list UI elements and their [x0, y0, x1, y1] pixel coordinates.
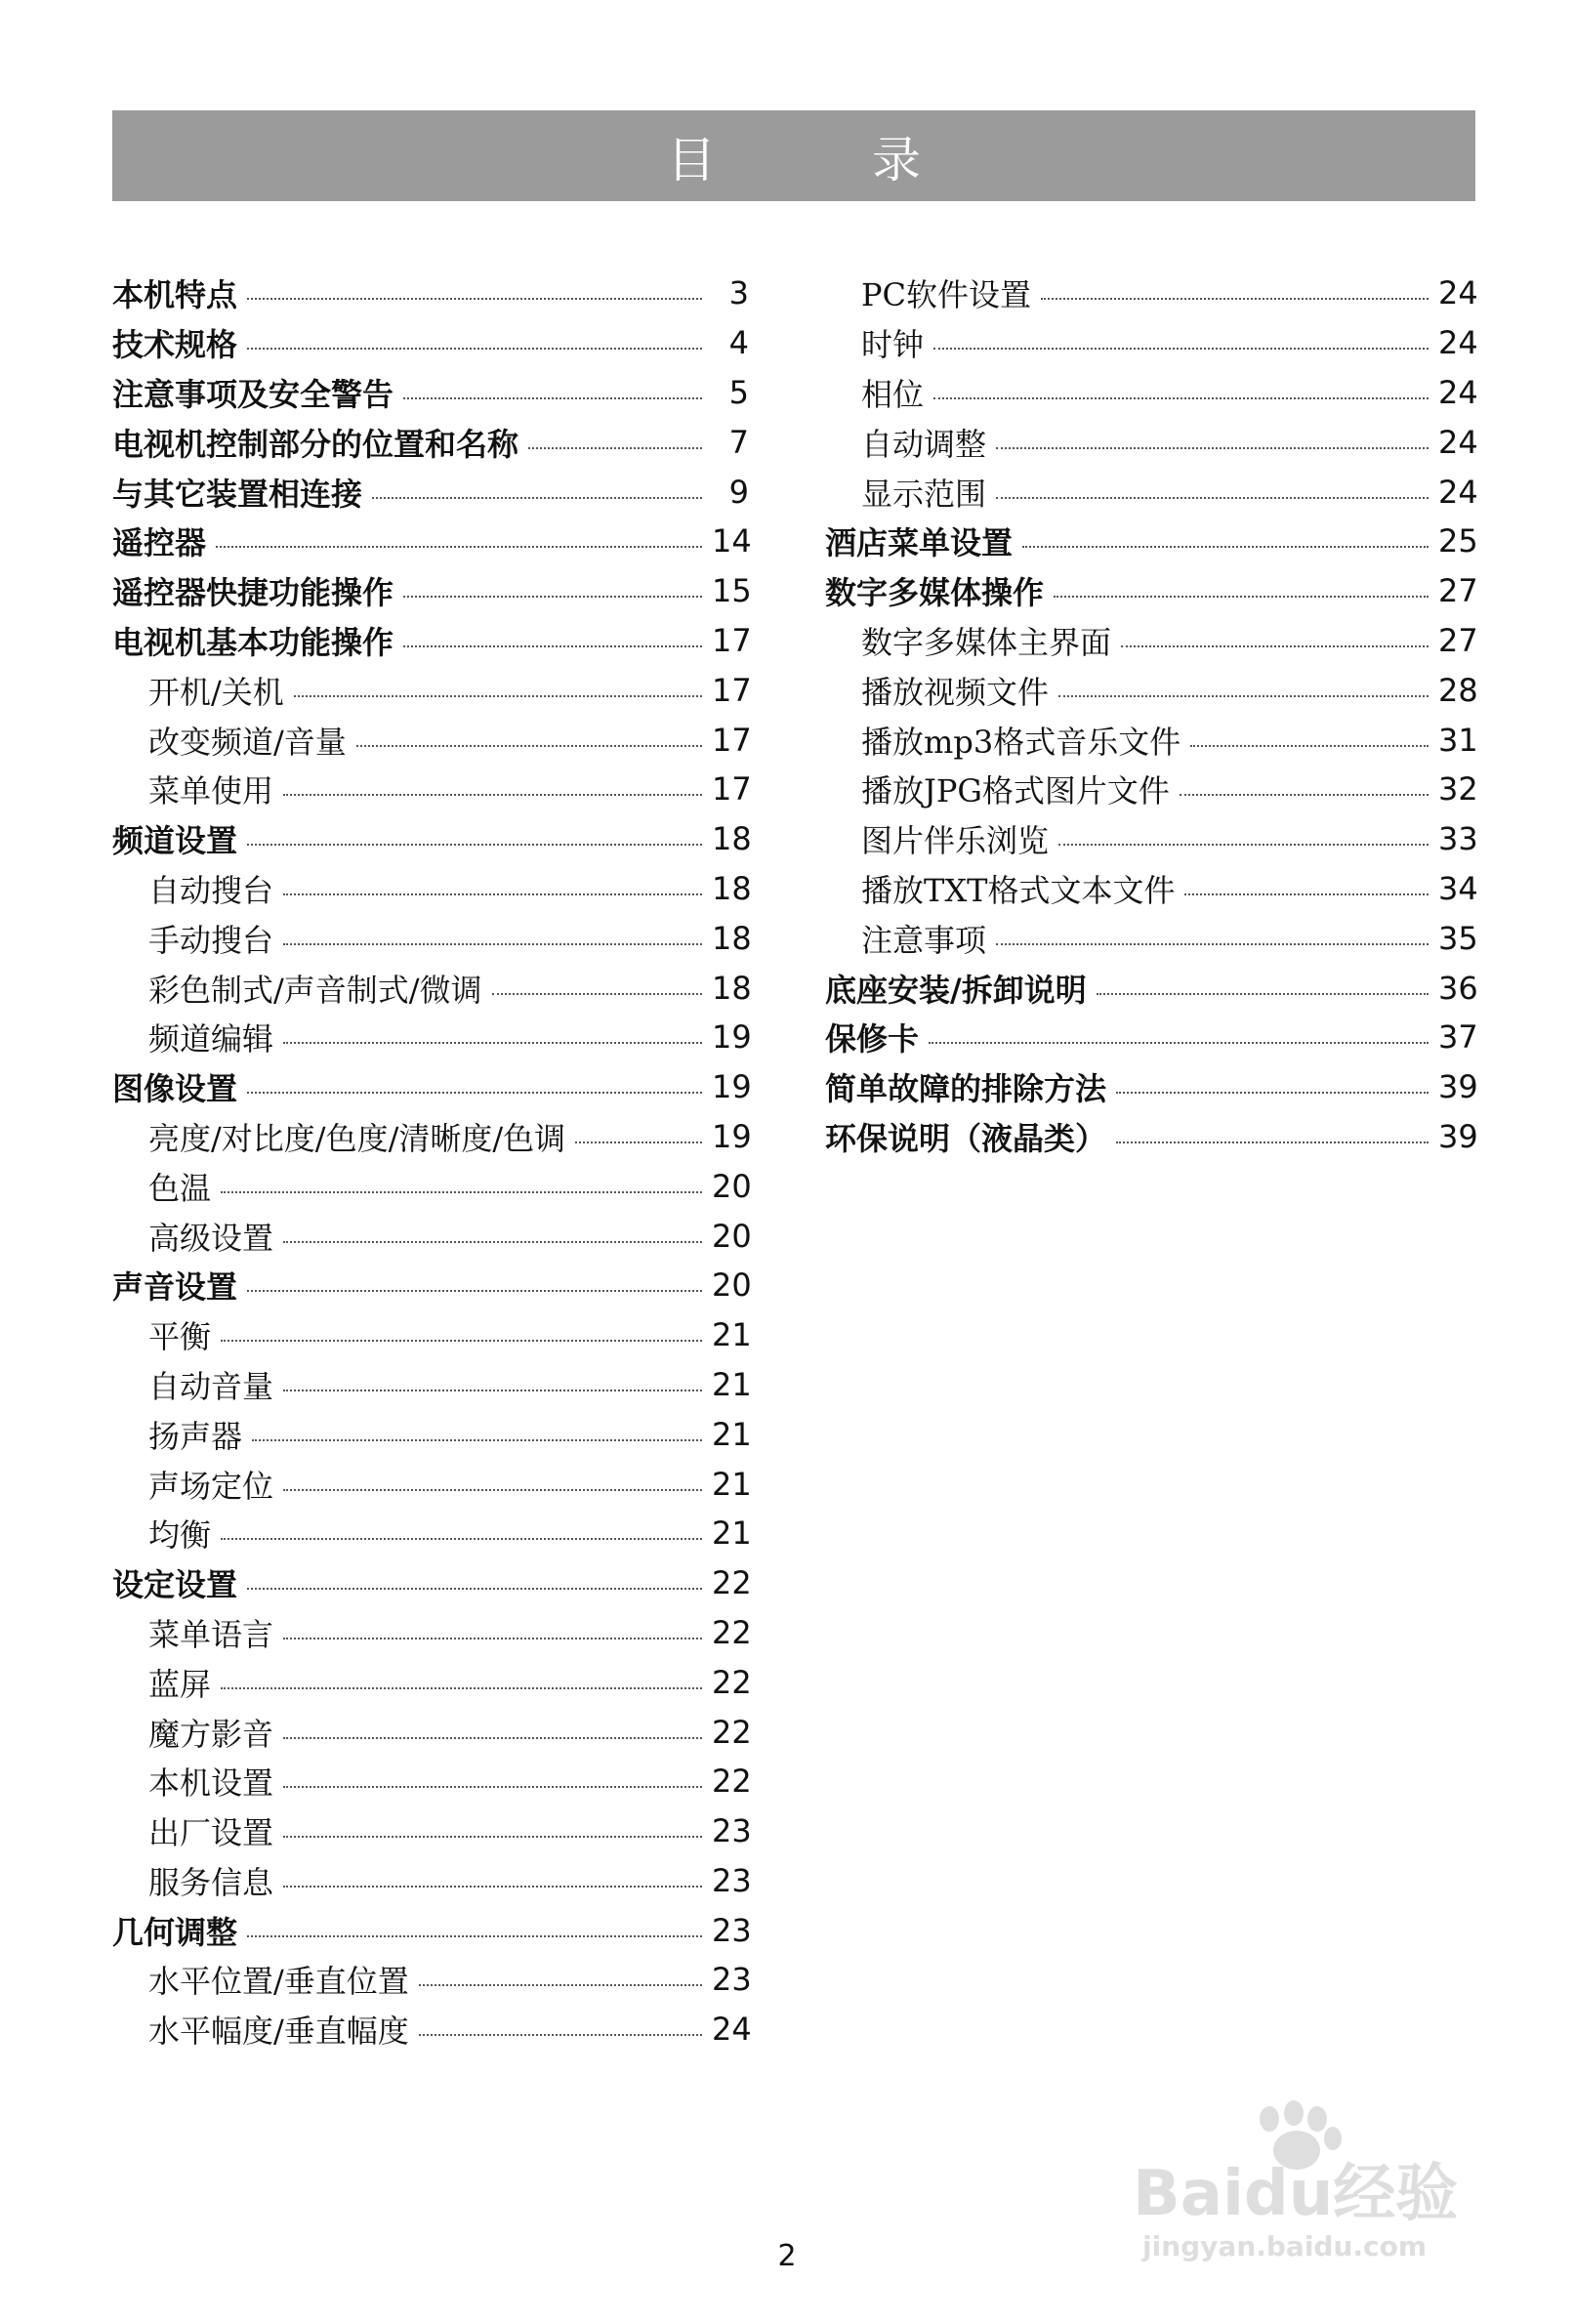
toc-entry-page: 28 [1438, 671, 1478, 709]
dot-leader [933, 397, 1429, 399]
toc-entry[interactable] [112, 1657, 752, 1707]
toc-entry-page: 4 [728, 324, 749, 362]
toc-entry-label: 电视机基本功能操作 [112, 623, 394, 661]
toc-entry-page: 27 [1438, 572, 1478, 610]
dot-leader [929, 1042, 1429, 1044]
toc-entry-label: 显示范围 [861, 475, 987, 513]
toc-entry-label: 蓝屏 [148, 1665, 212, 1703]
toc-entry[interactable] [112, 1409, 752, 1459]
dot-leader [403, 397, 702, 399]
toc-entry-label: 开机/关机 [148, 673, 284, 711]
toc-entry-label: 手动搜台 [148, 921, 274, 959]
toc-entry-page: 18 [712, 919, 752, 957]
toc-entry[interactable] [825, 765, 1478, 814]
toc-entry-label: 水平幅度/垂直幅度 [148, 2013, 409, 2051]
toc-entry[interactable] [825, 467, 1478, 517]
dot-leader [247, 298, 702, 300]
dot-leader [372, 497, 702, 499]
toc-entry[interactable] [112, 318, 749, 368]
toc-entry-label: 播放JPG格式图片文件 [861, 772, 1170, 810]
dot-leader [247, 1290, 702, 1292]
toc-title: 目 录 [667, 131, 991, 188]
toc-entry[interactable] [825, 616, 1478, 666]
toc-entry-page: 18 [712, 820, 752, 858]
toc-entry-label: 出厂设置 [148, 1814, 274, 1852]
toc-entry-page: 21 [712, 1316, 752, 1354]
dot-leader [1116, 1141, 1429, 1143]
dot-leader [1041, 298, 1429, 300]
dot-leader [283, 1886, 702, 1888]
watermark-brand: Baidu经验 [1133, 2158, 1459, 2230]
toc-entry[interactable] [825, 269, 1478, 318]
dot-leader [1054, 596, 1429, 598]
toc-entry[interactable] [112, 566, 752, 616]
toc-entry[interactable] [112, 1806, 752, 1856]
toc-entry[interactable] [825, 566, 1478, 616]
toc-entry-label: 高级设置 [148, 1219, 274, 1257]
dot-leader [283, 1638, 702, 1639]
dot-leader [528, 447, 702, 449]
toc-entry-page: 21 [712, 1515, 752, 1553]
toc-entry-label: 图片伴乐浏览 [861, 822, 1050, 860]
dot-leader [575, 1141, 702, 1143]
dot-leader [221, 1687, 702, 1689]
toc-entry-page: 32 [1438, 770, 1478, 809]
toc-entry-label: 设定设置 [112, 1566, 238, 1604]
page-number: 2 [777, 2239, 797, 2273]
toc-entry-page: 37 [1438, 1018, 1478, 1057]
dot-leader [1116, 1092, 1429, 1094]
toc-entry[interactable] [112, 1707, 752, 1757]
toc-entry-page: 20 [712, 1266, 752, 1305]
toc-entry-label: 自动搜台 [148, 871, 274, 909]
toc-entry-label: 声音设置 [112, 1268, 238, 1307]
toc-entry[interactable] [825, 864, 1478, 914]
toc-entry-page: 21 [712, 1365, 752, 1403]
toc-entry-page: 23 [712, 1812, 752, 1850]
toc-entry[interactable] [112, 963, 752, 1013]
toc-entry-label: 时钟 [861, 326, 925, 364]
toc-entry[interactable] [112, 1509, 752, 1558]
dot-leader [247, 844, 702, 846]
toc-entry[interactable] [112, 1955, 752, 2005]
toc-entry-label: 魔方影音 [148, 1715, 274, 1753]
baidu-jingyan-watermark [1123, 2099, 1494, 2265]
toc-entry[interactable] [112, 715, 752, 765]
dot-leader [1190, 745, 1429, 747]
toc-entry[interactable] [112, 1558, 752, 1608]
toc-entry-page: 31 [1438, 721, 1478, 759]
toc-entry-label: PC软件设置 [861, 276, 1032, 314]
toc-entry-page: 24 [1438, 324, 1478, 362]
toc-entry-label: 底座安装/拆卸说明 [825, 971, 1087, 1009]
dot-leader [996, 943, 1429, 945]
toc-entry-page: 24 [1438, 373, 1478, 411]
dot-leader [419, 2034, 702, 2036]
toc-entry-page: 5 [728, 373, 749, 411]
toc-entry-page: 25 [1438, 522, 1478, 560]
toc-entry[interactable] [112, 665, 752, 715]
toc-entry[interactable] [112, 864, 752, 914]
toc-entry-page: 17 [712, 621, 752, 659]
toc-header-bar [112, 110, 1475, 201]
toc-entry-label: 平衡 [148, 1318, 212, 1356]
toc-entry-page: 19 [712, 1068, 752, 1106]
dot-leader [221, 1340, 702, 1342]
toc-entry-label: 自动音量 [148, 1367, 274, 1405]
dot-leader [1184, 893, 1429, 895]
toc-entry-page: 9 [728, 473, 749, 511]
toc-entry[interactable] [825, 1013, 1478, 1062]
dot-leader [283, 1737, 702, 1739]
toc-entry[interactable] [825, 963, 1478, 1013]
toc-entry[interactable] [112, 1757, 752, 1806]
dot-leader [1097, 993, 1429, 995]
toc-entry-page: 17 [712, 671, 752, 709]
dot-leader [1180, 794, 1429, 796]
dot-leader [283, 794, 702, 796]
dot-leader [356, 745, 702, 747]
toc-entry[interactable] [825, 517, 1478, 566]
toc-entry-page: 39 [1438, 1068, 1478, 1106]
dot-leader [247, 348, 702, 350]
toc-entry-page: 22 [712, 1713, 752, 1751]
toc-entry[interactable] [825, 913, 1478, 963]
toc-entry-label: 水平位置/垂直位置 [148, 1963, 409, 2001]
dot-leader [1121, 645, 1429, 647]
toc-entry-page: 19 [712, 1018, 752, 1057]
toc-entry-page: 20 [712, 1217, 752, 1255]
dot-leader [492, 993, 702, 995]
toc-entry-label: 简单故障的排除方法 [825, 1070, 1107, 1108]
dot-leader [283, 1390, 702, 1391]
toc-entry[interactable] [112, 1161, 752, 1211]
toc-entry-page: 36 [1438, 969, 1478, 1007]
dot-leader [283, 1042, 702, 1044]
dot-leader [283, 1241, 702, 1243]
toc-entry-page: 14 [712, 522, 752, 560]
toc-entry-label: 服务信息 [148, 1863, 274, 1901]
dot-leader [933, 348, 1429, 350]
toc-entry-label: 播放mp3格式音乐文件 [861, 723, 1181, 761]
dot-leader [1058, 695, 1429, 697]
toc-entry-page: 3 [728, 274, 749, 312]
dot-leader [247, 1588, 702, 1590]
dot-leader [283, 1786, 702, 1788]
toc-entry-label: 几何调整 [112, 1913, 238, 1951]
toc-entry-label: 本机特点 [112, 276, 238, 314]
toc-entry-page: 7 [728, 423, 749, 461]
dot-leader [1022, 546, 1429, 548]
toc-entry[interactable] [112, 1013, 752, 1062]
toc-entry-label: 保修卡 [825, 1020, 920, 1058]
toc-entry[interactable] [112, 1459, 752, 1509]
toc-entry[interactable] [112, 1608, 752, 1658]
dot-leader [996, 497, 1429, 499]
toc-entry-label: 技术规格 [112, 326, 238, 364]
toc-entry-label: 菜单语言 [148, 1615, 274, 1653]
toc-entry-label: 酒店菜单设置 [825, 524, 1014, 562]
toc-entry[interactable] [825, 715, 1478, 765]
toc-entry-label: 注意事项及安全警告 [112, 375, 394, 413]
toc-entry-page: 18 [712, 869, 752, 907]
toc-entry[interactable] [112, 368, 749, 418]
toc-entry-page: 18 [712, 969, 752, 1007]
dot-leader [221, 1191, 702, 1193]
dot-leader [247, 1935, 702, 1937]
toc-entry-label: 亮度/对比度/色度/清晰度/色调 [148, 1119, 566, 1157]
dot-leader [283, 1489, 702, 1491]
toc-entry-page: 22 [712, 1613, 752, 1651]
toc-entry-page: 22 [712, 1663, 752, 1701]
toc-entry-page: 39 [1438, 1117, 1478, 1155]
toc-left-column [112, 269, 752, 2054]
toc-entry[interactable] [825, 665, 1478, 715]
dot-leader [283, 943, 702, 945]
toc-entry[interactable] [825, 1112, 1478, 1162]
toc-entry-page: 35 [1438, 919, 1478, 957]
toc-entry-label: 菜单使用 [148, 772, 274, 810]
toc-entry-page: 20 [712, 1167, 752, 1205]
toc-entry-label: 播放TXT格式文本文件 [861, 871, 1176, 909]
dot-leader [403, 645, 702, 647]
toc-entry[interactable] [112, 913, 752, 963]
toc-entry[interactable] [112, 517, 752, 566]
toc-entry-label: 图像设置 [112, 1070, 238, 1108]
toc-entry-label: 色温 [148, 1169, 212, 1207]
toc-entry-label: 遥控器 [112, 524, 207, 562]
toc-entry-label: 扬声器 [148, 1417, 243, 1455]
toc-entry[interactable] [112, 467, 749, 517]
dot-leader [996, 447, 1429, 449]
toc-entry-page: 23 [712, 1961, 752, 1999]
toc-entry-page: 24 [1438, 473, 1478, 511]
toc-entry-label: 彩色制式/声音制式/微调 [148, 971, 482, 1009]
toc-entry[interactable] [825, 814, 1478, 864]
toc-entry-page: 24 [1438, 423, 1478, 461]
toc-entry-page: 21 [712, 1465, 752, 1503]
toc-entry-label: 电视机控制部分的位置和名称 [112, 425, 519, 463]
toc-entry[interactable] [112, 1310, 752, 1360]
toc-entry[interactable] [112, 765, 752, 814]
dot-leader [221, 1538, 702, 1540]
toc-entry-label: 与其它装置相连接 [112, 475, 363, 513]
watermark-url: jingyan.baidu.com [1142, 2230, 1428, 2262]
dot-leader [216, 546, 702, 548]
toc-entry-label: 数字多媒体操作 [825, 574, 1045, 612]
toc-entry[interactable] [112, 1360, 752, 1410]
toc-entry-page: 27 [1438, 621, 1478, 659]
toc-entry-label: 相位 [861, 375, 925, 413]
toc-entry-label: 频道编辑 [148, 1020, 274, 1058]
toc-entry-page: 34 [1438, 869, 1478, 907]
toc-entry-page: 24 [712, 2011, 752, 2049]
toc-entry[interactable] [112, 1062, 752, 1112]
toc-entry-label: 均衡 [148, 1516, 212, 1555]
toc-entry-label: 遥控器快捷功能操作 [112, 574, 394, 612]
dot-leader [294, 695, 702, 697]
toc-entry[interactable] [112, 1856, 752, 1906]
toc-entry-page: 17 [712, 770, 752, 809]
dot-leader [403, 596, 702, 598]
dot-leader [252, 1439, 702, 1441]
toc-entry[interactable] [112, 2005, 752, 2054]
toc-entry-label: 频道设置 [112, 822, 238, 860]
toc-entry[interactable] [112, 269, 749, 318]
toc-entry-page: 23 [712, 1861, 752, 1899]
toc-entry-label: 自动调整 [861, 425, 987, 463]
toc-entry[interactable] [112, 1905, 752, 1955]
toc-entry[interactable] [825, 368, 1478, 418]
toc-right-column [825, 269, 1478, 1161]
toc-entry-label: 播放视频文件 [861, 673, 1050, 711]
toc-entry[interactable] [112, 1112, 752, 1162]
dot-leader [283, 1836, 702, 1838]
toc-entry-page: 24 [1438, 274, 1478, 312]
toc-entry-page: 33 [1438, 820, 1478, 858]
toc-entry[interactable] [112, 1211, 752, 1261]
toc-entry-label: 本机设置 [148, 1764, 274, 1803]
dot-leader [1058, 844, 1429, 846]
toc-entry-label: 声场定位 [148, 1467, 274, 1505]
dot-leader [283, 893, 702, 895]
dot-leader [419, 1984, 702, 1986]
toc-entry-page: 19 [712, 1117, 752, 1155]
toc-entry-label: 数字多媒体主界面 [861, 623, 1112, 661]
toc-entry-label: 改变频道/音量 [148, 723, 347, 761]
toc-entry-page: 23 [712, 1911, 752, 1949]
toc-entry[interactable] [825, 1062, 1478, 1112]
toc-entry[interactable] [112, 814, 752, 864]
toc-entry-page: 22 [712, 1564, 752, 1602]
toc-entry[interactable] [112, 616, 752, 666]
dot-leader [247, 1092, 702, 1094]
toc-entry[interactable] [825, 417, 1478, 467]
toc-entry[interactable] [112, 417, 749, 467]
toc-entry[interactable] [112, 1261, 752, 1310]
toc-entry-page: 15 [712, 572, 752, 610]
toc-entry-page: 21 [712, 1415, 752, 1453]
toc-entry-label: 环保说明（液晶类） [825, 1119, 1107, 1157]
toc-entry-page: 17 [712, 721, 752, 759]
toc-entry-page: 22 [712, 1763, 752, 1801]
toc-entry-label: 注意事项 [861, 921, 987, 959]
toc-entry[interactable] [825, 318, 1478, 368]
